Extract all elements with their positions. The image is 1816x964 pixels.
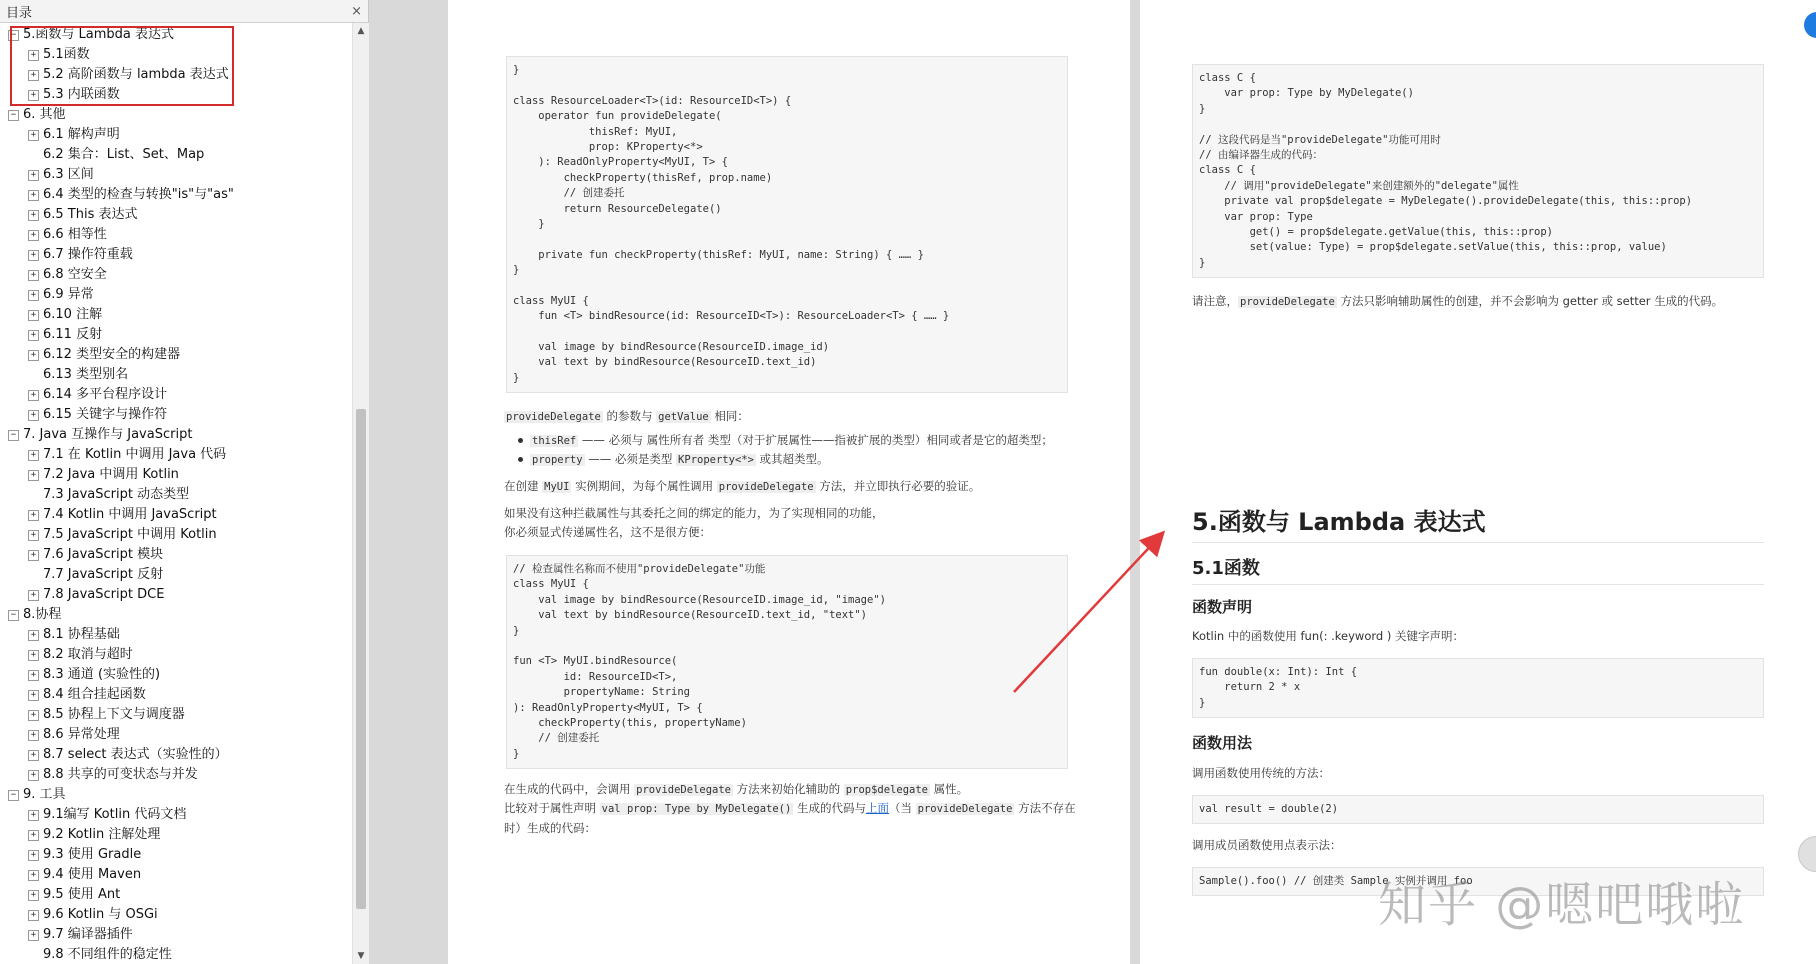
collapse-icon[interactable]: −: [8, 110, 19, 121]
code-line: thisRef: MyUI,: [513, 125, 678, 138]
toc-header: [0, 0, 368, 23]
toc-item[interactable]: [28, 405, 167, 425]
toc-item[interactable]: [28, 225, 107, 245]
document-page-left: [448, 0, 1130, 964]
scroll-up-icon[interactable]: ▲: [357, 26, 365, 36]
paragraph-declaration: Kotlin 中的函数使用 fun(: .keyword ) 关键字声明：: [1192, 629, 1464, 643]
toc-panel: [0, 0, 369, 964]
toc-item-label: 7.5 JavaScript 中调用 Kotlin: [43, 527, 217, 542]
toc-item-label: 6.3 区间: [43, 167, 94, 182]
toc-item[interactable]: [28, 125, 120, 145]
toc-item[interactable]: [28, 145, 204, 165]
expand-icon[interactable]: +: [28, 390, 39, 401]
code-line: [507, 639, 1067, 654]
expand-icon[interactable]: +: [28, 270, 39, 281]
code-line: }: [513, 624, 520, 637]
code-line: return ResourceDelegate(): [513, 202, 722, 215]
toc-item-label: 9.5 使用 Ant: [43, 887, 121, 902]
toc-item-label: 7.1 在 Kotlin 中调用 Java 代码: [43, 447, 227, 462]
toc-item-label: 6.13 类型别名: [43, 367, 129, 382]
toc-item[interactable]: [28, 445, 226, 465]
toc-item[interactable]: [28, 545, 163, 565]
toc-item-label: 8.4 组合挂起函数: [43, 687, 146, 702]
expand-icon[interactable]: +: [28, 830, 39, 841]
toc-item-label: 8.2 取消与超时: [43, 647, 133, 662]
code-line: var prop: Type by MyDelegate(): [1199, 87, 1414, 100]
toc-item-label: 7.3 JavaScript 动态类型: [43, 487, 190, 502]
toc-item-label: 9.2 Kotlin 注解处理: [43, 827, 161, 842]
toc-item[interactable]: [28, 205, 138, 225]
toc-item[interactable]: [28, 845, 141, 865]
expand-icon[interactable]: +: [28, 310, 39, 321]
toc-item[interactable]: [8, 25, 174, 45]
toc-item-label: 7.8 JavaScript DCE: [43, 587, 165, 602]
expand-icon[interactable]: +: [28, 50, 39, 61]
paragraph-generated-code: 在生成的代码中，会调用 provideDelegate 方法来初始化辅助的 prop$delegate 属性。: [504, 782, 969, 796]
bullet-thisref: thisRef —— 必须与 属性所有者 类型（对于扩展属性——指被扩展的类型）相同或者是它的超类型；: [532, 433, 1053, 447]
toc-item[interactable]: [28, 465, 179, 485]
toc-item-label: 7.2 Java 中调用 Kotlin: [43, 467, 179, 482]
toc-item-label: 7. Java 互操作与 JavaScript: [23, 427, 193, 442]
toc-item[interactable]: [28, 865, 141, 885]
toc-item[interactable]: [28, 905, 158, 925]
toc-item-label: 6.14 多平台程序设计: [43, 387, 168, 402]
divider: [1192, 542, 1764, 543]
code-line: prop: KProperty<*>: [513, 140, 703, 153]
toc-item-label: 6.15 关键字与操作符: [43, 407, 168, 422]
expand-icon[interactable]: +: [28, 450, 39, 461]
toc-item[interactable]: [8, 785, 66, 805]
toc-item[interactable]: [28, 505, 217, 525]
toc-title: 目录: [6, 5, 33, 21]
code-line: val image by bindResource(ResourceID.image_id): [513, 341, 830, 354]
code-line: [507, 78, 1067, 93]
paragraph-create-myui: 在创建 MyUI 实例期间，为每个属性调用 provideDelegate 方法，并立即执行必要的验证。: [504, 479, 981, 493]
toc-item-label: 8.5 协程上下文与调度器: [43, 707, 185, 722]
scroll-thumb[interactable]: [356, 409, 366, 909]
expand-icon[interactable]: +: [28, 750, 39, 761]
toc-item[interactable]: [28, 185, 234, 205]
code-line: [507, 232, 1067, 247]
expand-icon[interactable]: +: [28, 770, 39, 781]
paragraph-without-binding: 如果没有这种拦截属性与其委托之间的绑定的能力，为了实现相同的功能， 你必须显式传递属性名，这不是很方便：: [504, 506, 884, 539]
collapse-icon[interactable]: −: [8, 430, 19, 441]
toc-item-label: 9.3 使用 Gradle: [43, 847, 142, 862]
expand-icon[interactable]: +: [28, 210, 39, 221]
toc-item[interactable]: [28, 165, 94, 185]
toc-item[interactable]: [28, 885, 120, 905]
toc-item[interactable]: [8, 105, 66, 125]
code-line: // 调用"provideDelegate"来创建额外的"delegate"属性: [1199, 179, 1519, 192]
toc-item-label: 8.1 协程基础: [43, 627, 120, 642]
toc-item[interactable]: [28, 805, 186, 825]
toc-item[interactable]: [28, 765, 198, 785]
toc-item-label: 6.11 反射: [43, 327, 103, 342]
toc-tree: [0, 23, 350, 964]
code-line: propertyName: String: [513, 686, 691, 699]
expand-icon[interactable]: +: [28, 510, 39, 521]
code-line: return 2 * x: [1199, 681, 1301, 694]
toc-item-label: 9.6 Kotlin 与 OSGi: [43, 907, 158, 922]
toc-item[interactable]: [28, 665, 160, 685]
code-line: class ResourceLoader<T>(id: ResourceID<T>) {: [513, 94, 792, 107]
expand-icon[interactable]: +: [28, 90, 39, 101]
expand-icon[interactable]: +: [28, 890, 39, 901]
code-line: ): ReadOnlyProperty<MyUI, T> {: [513, 156, 728, 169]
code-line: // 由编译器生成的代码：: [1199, 148, 1323, 161]
collapse-icon[interactable]: −: [8, 610, 19, 621]
code-block-resource-loader: [506, 56, 1068, 393]
code-line: Sample().foo() // 创建类 Sample 实例并调用 foo: [1199, 875, 1473, 887]
code-line: }: [1199, 256, 1206, 269]
expand-icon[interactable]: +: [28, 230, 39, 241]
code-line: class C {: [1199, 72, 1256, 84]
code-line: val text by bindResource(ResourceID.text_id, "text"): [513, 609, 868, 622]
document-page-right: [1140, 0, 1816, 964]
expand-icon[interactable]: +: [28, 550, 39, 561]
paragraph-note: 请注意， provideDelegate 方法只影响辅助属性的创建，并不会影响为 getter 或 setter 生成的代码。: [1192, 294, 1724, 308]
expand-icon[interactable]: +: [28, 250, 39, 261]
toc-item[interactable]: [28, 645, 133, 665]
toc-item-label: 6.4 类型的检查与转换"is"与"as": [43, 187, 234, 202]
expand-icon[interactable]: +: [28, 350, 39, 361]
code-line: }: [513, 371, 520, 384]
code-block-class-c: [1192, 64, 1764, 278]
expand-icon[interactable]: +: [28, 910, 39, 921]
toc-item[interactable]: [28, 745, 228, 765]
link-above[interactable]: 上面: [865, 801, 889, 815]
toc-item-label: 8.7 select 表达式（实验性的）: [43, 747, 228, 762]
code-line: fun double(x: Int): Int {: [1199, 666, 1358, 678]
toc-item[interactable]: [28, 85, 120, 105]
toc-item-label: 5.函数与 Lambda 表达式: [23, 27, 175, 42]
toc-item-label: 7.7 JavaScript 反射: [43, 567, 164, 582]
toc-item[interactable]: [28, 245, 133, 265]
code-line: class MyUI {: [513, 578, 589, 591]
code-line: [507, 325, 1067, 340]
toc-item-label: 9.1编写 Kotlin 代码文档: [43, 807, 187, 822]
bullet-dot: [518, 457, 523, 462]
collapse-icon[interactable]: −: [8, 790, 19, 801]
toc-item-label: 6.7 操作符重载: [43, 247, 133, 262]
code-block-bind-resource: [506, 555, 1068, 769]
toc-item-label: 6.6 相等性: [43, 227, 107, 242]
code-line: }: [1199, 102, 1206, 115]
expand-icon[interactable]: +: [28, 330, 39, 341]
code-line: // 检查属性名称而不使用"provideDelegate"功能: [513, 563, 766, 575]
expand-icon[interactable]: +: [28, 710, 39, 721]
paragraph-member-call: 调用成员函数使用点表示法：: [1192, 838, 1342, 852]
code-line: val result = double(2): [1199, 803, 1339, 815]
toc-item[interactable]: [28, 65, 229, 85]
divider: [1192, 584, 1764, 585]
expand-icon[interactable]: +: [28, 670, 39, 681]
code-line: class C {: [1199, 164, 1256, 177]
code-line: id: ResourceID<T>,: [513, 670, 678, 683]
code-line: // 创建委托: [513, 187, 625, 200]
toc-item[interactable]: [28, 925, 133, 945]
expand-icon[interactable]: +: [28, 590, 39, 601]
code-line: ): ReadOnlyProperty<MyUI, T> {: [513, 701, 703, 714]
paragraph-usage: 调用函数使用传统的方法：: [1192, 766, 1330, 780]
toc-item[interactable]: [28, 525, 217, 545]
toc-item-label: 6.9 异常: [43, 287, 94, 302]
expand-icon[interactable]: +: [28, 730, 39, 741]
toc-item-label: 6. 其他: [23, 107, 66, 122]
scroll-down-icon[interactable]: ▼: [357, 951, 365, 961]
code-line: fun <T> MyUI.bindResource(: [513, 655, 678, 668]
toc-item[interactable]: [28, 565, 163, 585]
toc-item[interactable]: [8, 425, 192, 445]
toc-item[interactable]: [28, 45, 90, 65]
watermark: 知乎 @嗯吧哦啦: [1378, 877, 1746, 933]
toc-item[interactable]: [28, 365, 128, 385]
heading-function-usage: 函数用法: [1192, 734, 1253, 752]
expand-icon[interactable]: +: [28, 70, 39, 81]
expand-icon[interactable]: +: [28, 690, 39, 701]
code-line: private val prop$delegate = MyDelegate().provideDelegate(this, this::prop): [1199, 195, 1693, 208]
toc-item[interactable]: [28, 825, 160, 845]
toc-item-label: 8.协程: [23, 607, 62, 622]
code-line: var prop: Type: [1199, 210, 1313, 223]
code-line: val text by bindResource(ResourceID.text_id): [513, 356, 817, 369]
expand-icon[interactable]: +: [28, 290, 39, 301]
code-line: }: [1199, 696, 1206, 709]
toc-item-label: 5.3 内联函数: [43, 87, 120, 102]
toc-item[interactable]: [28, 305, 102, 325]
toc-item-label: 5.2 高阶函数与 lambda 表达式: [43, 67, 229, 82]
bullet-property: property —— 必须是类型 KProperty<*> 或其超类型。: [532, 452, 829, 466]
toc-item[interactable]: [28, 725, 120, 745]
toc-item[interactable]: [8, 605, 61, 625]
code-line: }: [513, 217, 545, 230]
expand-icon[interactable]: +: [28, 470, 39, 481]
code-line: [507, 278, 1067, 293]
code-line: private fun checkProperty(thisRef: MyUI, name: String) { …… }: [513, 248, 924, 261]
toc-item-label: 9.8 不同组件的稳定性: [43, 947, 172, 962]
code-line: [1193, 117, 1763, 132]
code-line: }: [513, 64, 520, 76]
toc-item-label: 6.10 注解: [43, 307, 103, 322]
expand-icon[interactable]: +: [28, 850, 39, 861]
code-line: class MyUI {: [513, 294, 589, 307]
toc-item[interactable]: [28, 945, 172, 964]
expand-icon[interactable]: +: [28, 130, 39, 141]
paragraph-compare: 比较对于属性声明 val prop: Type by MyDelegate() 生成的代码与上面（当 provideDelegate 方法不存在 时）生成的代码：: [504, 801, 1076, 835]
toc-item-label: 8.3 通道 (实验性的): [43, 667, 161, 682]
expand-icon[interactable]: +: [28, 870, 39, 881]
expand-icon[interactable]: +: [28, 650, 39, 661]
expand-icon[interactable]: +: [28, 190, 39, 201]
toc-item-label: 6.1 解构声明: [43, 127, 120, 142]
toc-item-label: 9.7 编译器插件: [43, 927, 133, 942]
toc-item-label: 7.4 Kotlin 中调用 JavaScript: [43, 507, 217, 522]
toc-item-label: 6.8 空安全: [43, 267, 107, 282]
expand-icon[interactable]: +: [28, 530, 39, 541]
toc-item-label: 6.12 类型安全的构建器: [43, 347, 181, 362]
toc-item-label: 8.8 共享的可变状态与并发: [43, 767, 198, 782]
toc-item-label: 9.4 使用 Maven: [43, 867, 142, 882]
code-block-call: [1192, 795, 1764, 824]
code-line: fun <T> bindResource(id: ResourceID<T>): ResourceLoader<T> { …… }: [513, 310, 950, 323]
toc-item[interactable]: [28, 485, 189, 505]
code-line: // 创建委托: [513, 732, 600, 745]
bullet-dot: [518, 438, 523, 443]
heading-functions: 5.1函数: [1192, 558, 1260, 579]
toc-item-label: 6.5 This 表达式: [43, 207, 138, 222]
paragraph-params: provideDelegate 的参数与 getValue 相同：: [506, 409, 749, 423]
toc-item[interactable]: [28, 265, 107, 285]
toc-item[interactable]: [28, 705, 185, 725]
toc-item-label: 6.2 集合：List、Set、Map: [43, 147, 205, 162]
toc-item[interactable]: [28, 325, 102, 345]
code-block-double: [1192, 658, 1764, 718]
toc-item-label: 9. 工具: [23, 787, 66, 802]
code-line: checkProperty(this, propertyName): [513, 716, 747, 729]
toc-item[interactable]: [28, 625, 120, 645]
close-icon[interactable]: ×: [351, 3, 362, 19]
toc-item[interactable]: [28, 585, 164, 605]
toc-item-label: 8.6 异常处理: [43, 727, 120, 742]
toc-item[interactable]: [28, 385, 167, 405]
heading-function-declaration: 函数声明: [1192, 598, 1253, 616]
toc-item[interactable]: [28, 285, 94, 305]
expand-icon[interactable]: +: [28, 810, 39, 821]
expand-icon[interactable]: +: [28, 630, 39, 641]
expand-icon[interactable]: +: [28, 410, 39, 421]
toc-item-label: 7.6 JavaScript 模块: [43, 547, 164, 562]
code-line: }: [513, 747, 520, 760]
expand-icon[interactable]: +: [28, 170, 39, 181]
code-line: val image by bindResource(ResourceID.image_id, "image"): [513, 593, 886, 606]
expand-icon[interactable]: +: [28, 930, 39, 941]
code-line: operator fun provideDelegate(: [513, 110, 722, 123]
code-line: // 这段代码是当"provideDelegate"功能可用时: [1199, 133, 1441, 146]
code-line: checkProperty(thisRef, prop.name): [513, 171, 773, 184]
code-line: }: [513, 264, 520, 277]
collapse-icon[interactable]: −: [8, 30, 19, 41]
toc-item[interactable]: [28, 685, 146, 705]
code-line: get() = prop$delegate.getValue(this, this::prop): [1199, 225, 1554, 238]
heading-functions-lambda: 5.函数与 Lambda 表达式: [1192, 508, 1486, 536]
toc-scrollbar[interactable]: [352, 23, 369, 964]
toc-item-label: 5.1函数: [43, 47, 90, 62]
toc-item[interactable]: [28, 345, 180, 365]
code-line: set(value: Type) = prop$delegate.setValue(this, this::prop, value): [1199, 241, 1667, 254]
